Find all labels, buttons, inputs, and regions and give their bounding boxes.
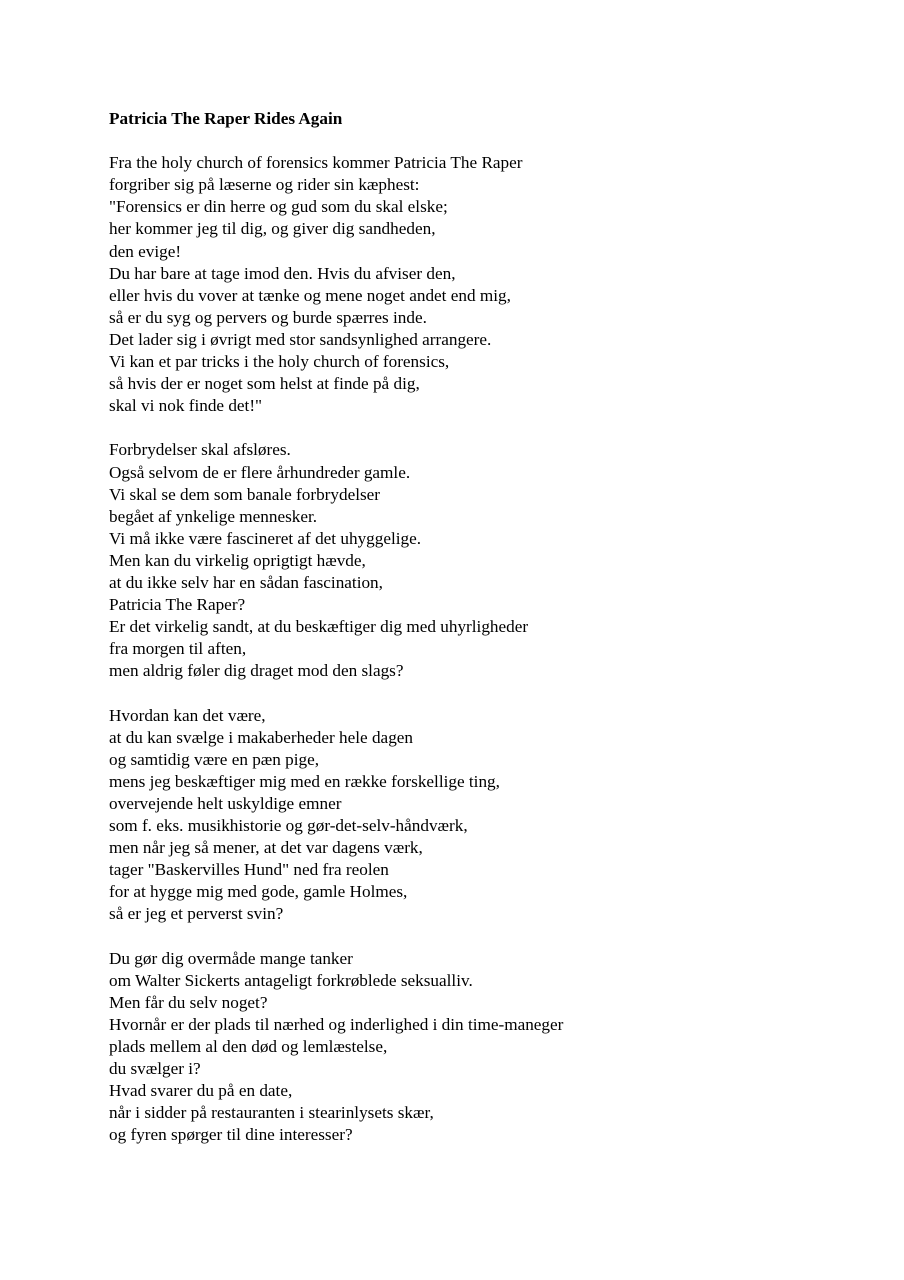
poem-line: men aldrig føler dig draget mod den slags? xyxy=(109,661,404,681)
poem-line: mens jeg beskæftiger mig med en række forskellige ting, xyxy=(109,771,500,791)
poem-line: Fra the holy church of forensics kommer Patricia The Raper xyxy=(109,153,523,173)
poem-line: Vi kan et par tricks i the holy church of forensics, xyxy=(109,352,450,372)
poem-line: så er jeg et perverst svin? xyxy=(109,904,284,924)
poem-line: fra morgen til aften, xyxy=(109,639,247,659)
poem-line: plads mellem al den død og lemlæstelse, xyxy=(109,1036,388,1056)
poem-line: Patricia The Raper? xyxy=(109,595,246,615)
poem-stanzas xyxy=(109,152,869,1146)
poem-line: og samtidig være en pæn pige, xyxy=(109,749,320,769)
poem-line: Det lader sig i øvrigt med stor sandsynlighed arrangere. xyxy=(109,329,492,349)
poem-line: at du ikke selv har en sådan fascination, xyxy=(109,572,383,592)
poem-line: Også selvom de er flere århundreder gamle. xyxy=(109,462,411,482)
poem-line: så hvis der er noget som helst at finde på dig, xyxy=(109,374,420,394)
poem-line: så er du syg og pervers og burde spærres inde. xyxy=(109,307,427,327)
poem-stanza xyxy=(109,152,869,417)
poem-line: du svælger i? xyxy=(109,1059,201,1079)
poem-line: tager "Baskervilles Hund" ned fra reolen xyxy=(109,860,389,880)
poem-line: Vi må ikke være fascineret af det uhyggelige. xyxy=(109,528,422,548)
poem-line: når i sidder på restauranten i stearinlysets skær, xyxy=(109,1103,434,1123)
poem-stanza xyxy=(109,948,869,1147)
poem-title: Patricia The Raper Rides Again xyxy=(109,109,343,128)
poem-line: skal vi nok finde det!" xyxy=(109,396,263,416)
poem-line: Men kan du virkelig oprigtigt hævde, xyxy=(109,550,366,570)
poem-line: forgriber sig på læserne og rider sin kæphest: xyxy=(109,175,420,195)
poem-line: og fyren spørger til dine interesser? xyxy=(109,1125,353,1145)
poem-stanza xyxy=(109,705,869,926)
poem-line: Du gør dig overmåde mange tanker xyxy=(109,948,353,968)
poem-line: Hvad svarer du på en date, xyxy=(109,1081,293,1101)
poem-line: for at hygge mig med gode, gamle Holmes, xyxy=(109,882,408,902)
poem-line: den evige! xyxy=(109,241,182,261)
poem-line: Er det virkelig sandt, at du beskæftiger dig med uhyrligheder xyxy=(109,617,529,637)
poem-stanza xyxy=(109,439,869,682)
poem-line: Forbrydelser skal afsløres. xyxy=(109,440,291,460)
poem-line: som f. eks. musikhistorie og gør-det-selv-håndværk, xyxy=(109,816,468,835)
poem-line: "Forensics er din herre og gud som du skal elske; xyxy=(109,197,448,217)
poem-line: Du har bare at tage imod den. Hvis du afviser den, xyxy=(109,263,456,283)
poem-line: at du kan svælge i makaberheder hele dagen xyxy=(109,727,414,747)
poem-line: overvejende helt uskyldige emner xyxy=(109,793,342,813)
poem-line: begået af ynkelige mennesker. xyxy=(109,506,318,526)
poem-line: eller hvis du vover at tænke og mene noget andet end mig, xyxy=(109,285,511,305)
poem-line: men når jeg så mener, at det var dagens værk, xyxy=(109,838,423,858)
poem-line: her kommer jeg til dig, og giver dig sandheden, xyxy=(109,219,436,239)
poem-line: Men får du selv noget? xyxy=(109,992,268,1012)
poem-line: Hvornår er der plads til nærhed og inderlighed i din time-maneger xyxy=(109,1014,564,1034)
poem-line: om Walter Sickerts antageligt forkrøblede seksualliv. xyxy=(109,970,473,990)
poem-body xyxy=(109,108,869,1169)
poem-line: Vi skal se dem som banale forbrydelser xyxy=(109,484,381,504)
poem-line: Hvordan kan det være, xyxy=(109,705,266,725)
